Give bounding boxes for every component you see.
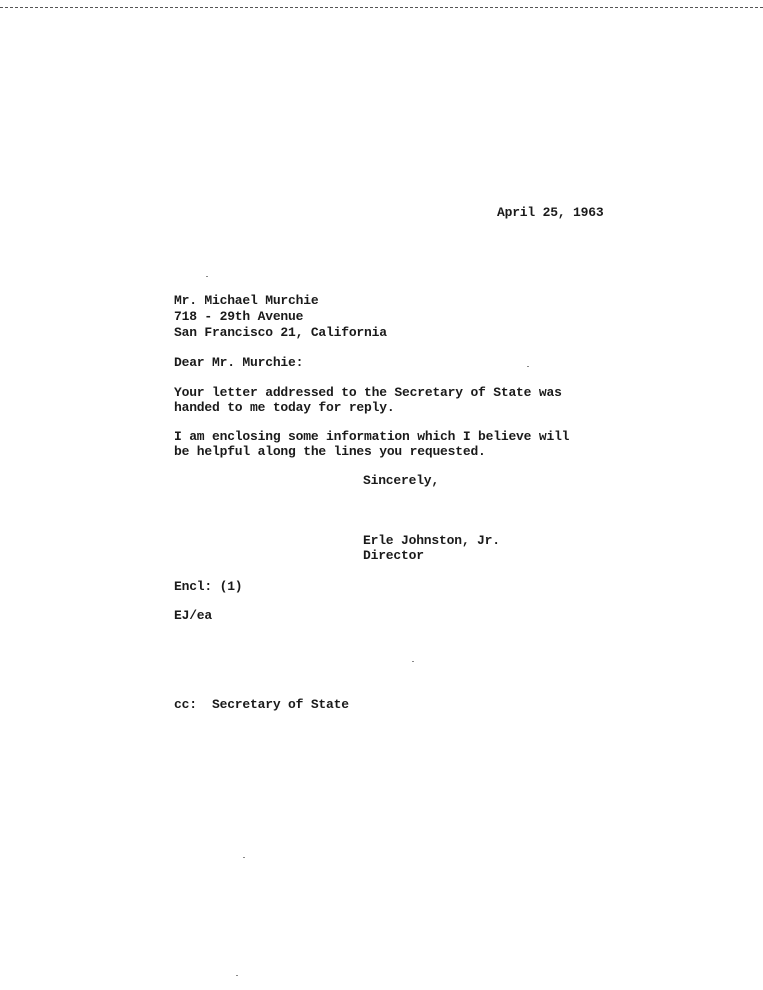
recipient-name: Mr. Michael Murchie	[174, 293, 319, 308]
carbon-copy-note: cc: Secretary of State	[174, 697, 349, 712]
body-paragraph-1-line-1: Your letter addressed to the Secretary of State was	[174, 385, 562, 400]
body-paragraph-2-line-2: be helpful along the lines you requested.	[174, 444, 486, 459]
recipient-city: San Francisco 21, California	[174, 325, 387, 340]
closing: Sincerely,	[363, 473, 440, 488]
signature-name: Erle Johnston, Jr.	[363, 533, 500, 548]
page-top-edge	[0, 0, 763, 8]
body-paragraph-1-line-2: handed to me today for reply.	[174, 400, 395, 415]
scan-speck	[412, 661, 414, 662]
scan-speck	[243, 857, 245, 858]
body-paragraph-2-line-1: I am enclosing some information which I believe will	[174, 429, 570, 444]
salutation: Dear Mr. Murchie:	[174, 355, 304, 370]
scan-speck	[236, 975, 238, 976]
signature-title: Director	[363, 548, 424, 563]
enclosure-note: Encl: (1)	[174, 579, 243, 594]
scan-speck	[527, 366, 529, 367]
letter-date: April 25, 1963	[497, 205, 604, 220]
scan-speck	[206, 276, 208, 277]
recipient-street: 718 - 29th Avenue	[174, 309, 304, 324]
typist-initials: EJ/ea	[174, 608, 213, 623]
